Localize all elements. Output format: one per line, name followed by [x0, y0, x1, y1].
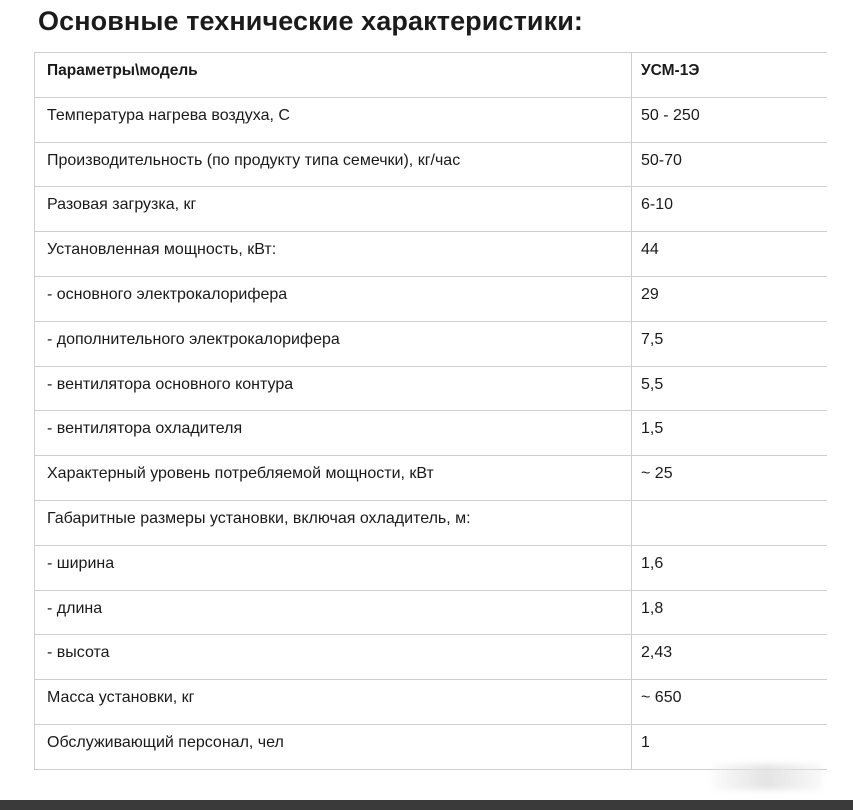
- parameter-cell: Температура нагрева воздуха, С: [35, 97, 632, 142]
- table-row: [35, 411, 827, 456]
- parameter-cell: - вентилятора основного контура: [35, 366, 632, 411]
- table-body: [35, 97, 827, 769]
- parameter-cell: Масса установки, кг: [35, 680, 632, 725]
- value-cell: 1: [632, 724, 827, 769]
- parameter-cell: Разовая загрузка, кг: [35, 187, 632, 232]
- value-cell: 1,6: [632, 545, 827, 590]
- table-row: [35, 456, 827, 501]
- table-row: [35, 545, 827, 590]
- value-cell: 1,5: [632, 411, 827, 456]
- parameter-cell: - длина: [35, 590, 632, 635]
- value-cell: ~ 650: [632, 680, 827, 725]
- table-row: [35, 187, 827, 232]
- value-cell: 29: [632, 276, 827, 321]
- table-row: [35, 500, 827, 545]
- header-model: УСМ-1Э: [632, 53, 827, 98]
- value-cell: 50 - 250: [632, 97, 827, 142]
- table-header-row: [35, 53, 827, 98]
- table-row: [35, 590, 827, 635]
- table-row: [35, 232, 827, 277]
- table-row: [35, 724, 827, 769]
- value-cell: [632, 500, 827, 545]
- page-title: Основные технические характеристики:: [38, 6, 584, 36]
- value-cell: 2,43: [632, 635, 827, 680]
- table-row: [35, 142, 827, 187]
- header-parameter: Параметры\модель: [35, 53, 632, 98]
- value-cell: ~ 25: [632, 456, 827, 501]
- table-row: [35, 635, 827, 680]
- bottom-edge-bar: [0, 800, 853, 810]
- parameter-cell: Габаритные размеры установки, включая охладитель, м:: [35, 500, 632, 545]
- parameter-cell: Установленная мощность, кВт:: [35, 232, 632, 277]
- value-cell: 6-10: [632, 187, 827, 232]
- parameter-cell: Характерный уровень потребляемой мощности, кВт: [35, 456, 632, 501]
- table-row: [35, 680, 827, 725]
- parameter-cell: - высота: [35, 635, 632, 680]
- table-row: [35, 366, 827, 411]
- specifications-table: [34, 52, 827, 770]
- table-row: [35, 97, 827, 142]
- value-cell: 50-70: [632, 142, 827, 187]
- table-row: [35, 276, 827, 321]
- parameter-cell: - дополнительного электрокалорифера: [35, 321, 632, 366]
- parameter-cell: - основного электрокалорифера: [35, 276, 632, 321]
- value-cell: 1,8: [632, 590, 827, 635]
- parameter-cell: Обслуживающий персонал, чел: [35, 724, 632, 769]
- parameter-cell: Производительность (по продукту типа семечки), кг/час: [35, 142, 632, 187]
- value-cell: 7,5: [632, 321, 827, 366]
- value-cell: 44: [632, 232, 827, 277]
- parameter-cell: - ширина: [35, 545, 632, 590]
- table-row: [35, 321, 827, 366]
- blurred-watermark: [712, 764, 822, 790]
- parameter-cell: - вентилятора охладителя: [35, 411, 632, 456]
- value-cell: 5,5: [632, 366, 827, 411]
